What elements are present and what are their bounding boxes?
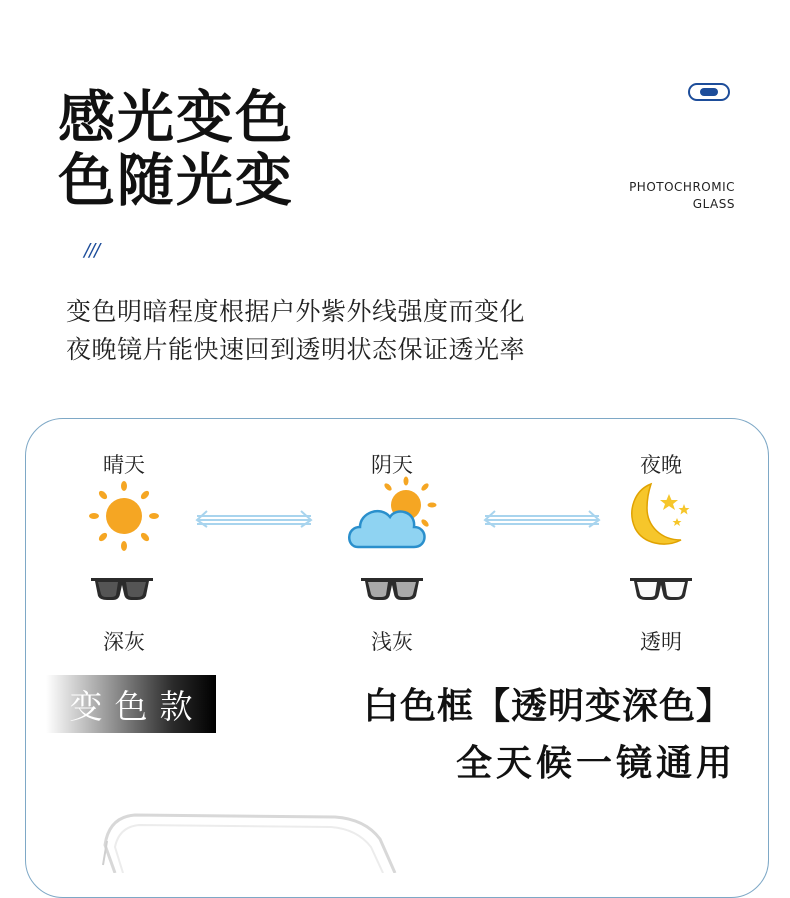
glasses-frame-image — [95, 805, 475, 873]
headline-line-1: 感光变色 — [58, 85, 294, 151]
slashes-decoration: /// — [84, 240, 100, 261]
light-gray-lens-glasses-icon — [359, 574, 425, 602]
weather-label-cloudy: 阴天 — [371, 453, 413, 477]
tagline-line-1: 白色框【透明变深色】 — [363, 686, 734, 727]
double-arrow-icon — [481, 508, 603, 528]
description-line-1: 变色明暗程度根据户外紫外线强度而变化 — [66, 297, 526, 326]
sun-icon — [88, 480, 160, 552]
weather-label-night: 夜晚 — [640, 453, 682, 477]
variant-badge-label: 变色款 — [69, 686, 205, 726]
tagline-line-2: 全天候一镜通用 — [456, 743, 737, 784]
clear-lens-glasses-icon — [628, 574, 694, 602]
description-line-2: 夜晚镜片能快速回到透明状态保证透光率 — [66, 335, 526, 364]
lens-label-clear: 透明 — [640, 630, 682, 654]
headline-line-2: 色随光变 — [58, 148, 294, 214]
lens-label-light-gray: 浅灰 — [371, 630, 413, 654]
double-arrow-icon — [193, 508, 315, 528]
moon-stars-icon — [625, 480, 695, 550]
lens-label-dark-gray: 深灰 — [103, 630, 145, 654]
variant-badge — [46, 675, 216, 733]
english-title-line-2: GLASS — [692, 197, 735, 211]
weather-label-sunny: 晴天 — [103, 453, 145, 477]
cloud-sun-icon — [344, 475, 440, 555]
dark-gray-lens-glasses-icon — [89, 574, 155, 602]
english-title-line-1: PHOTOCHROMIC — [629, 180, 735, 194]
toggle-knob — [700, 88, 718, 96]
toggle-icon — [688, 83, 730, 101]
